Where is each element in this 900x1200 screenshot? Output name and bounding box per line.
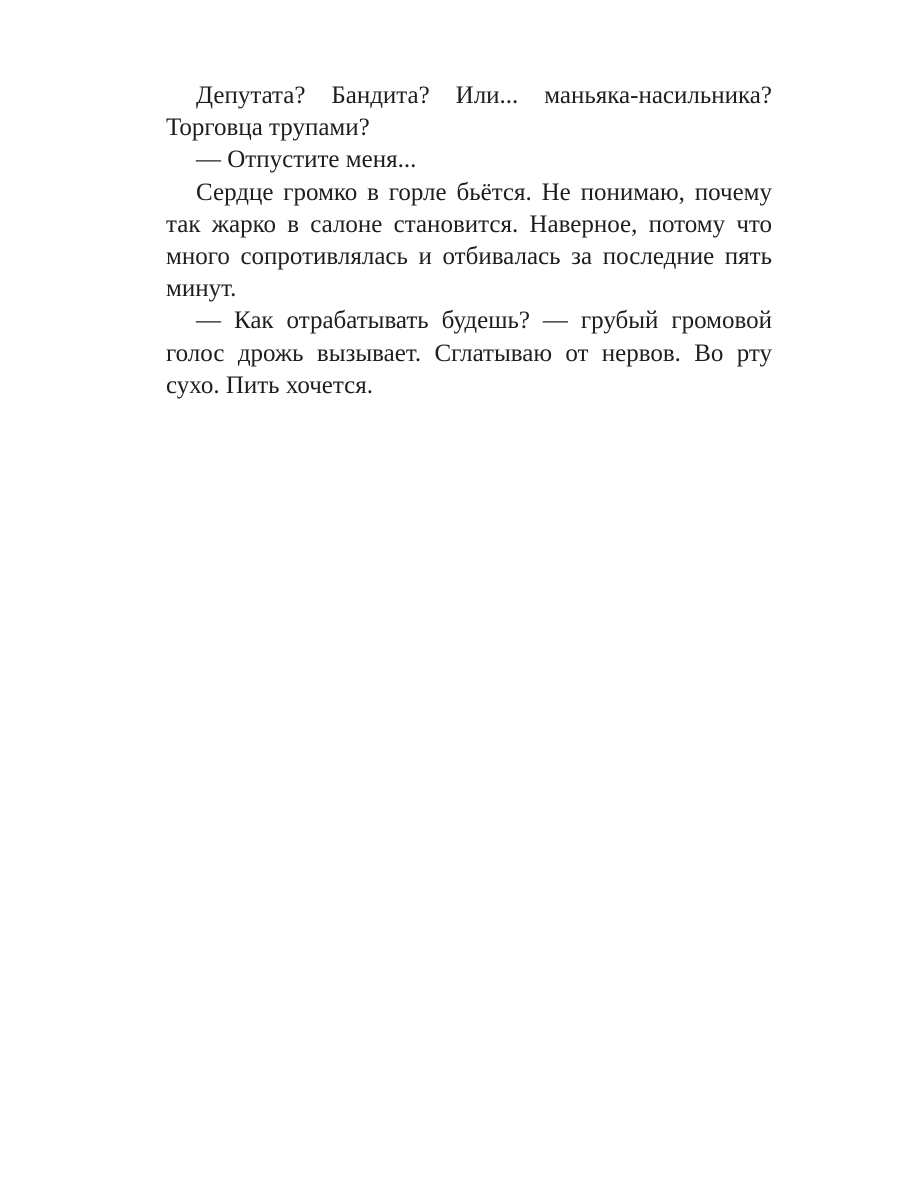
page-text (166, 80, 772, 402)
paragraph: Сердце громко в горле бьётся. Не понимаю, почему так жарко в салоне становится. Наверное, потому что много сопротивлялась и отбивалась за последние пять минут. (166, 178, 772, 303)
paragraph: — Отпустите меня... (196, 146, 417, 174)
paragraph: — Как отрабатывать будешь? — грубый громовой голос дрожь вызывает. Сглатываю от нервов. Во рту сухо. Пить хочется. (166, 307, 772, 399)
paragraph: Депутата? Бандита? Или... маньяка-насильника? Торговца трупами? (166, 82, 772, 142)
